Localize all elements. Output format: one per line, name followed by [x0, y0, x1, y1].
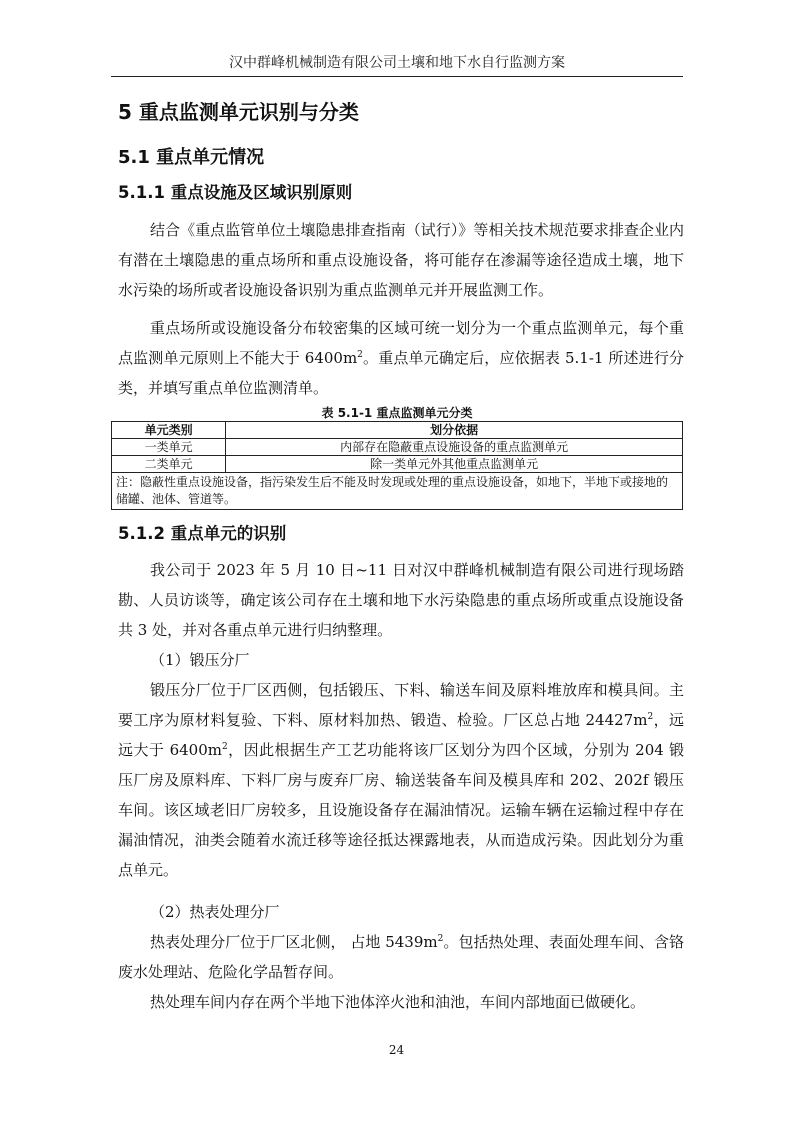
table-header-cell: 单元类别	[112, 422, 226, 439]
superscript: 2	[357, 350, 363, 360]
paragraph-survey: 我公司于 2023 年 5 月 10 日~11 日对汉中群峰机械制造有限公司进行现场踏勘、人员访谈等，确定该公司存在土壤和地下水污染隐患的重点场所或重点设施设备共 3 处，并对各重点单元进行归纳整理。	[118, 561, 684, 639]
paragraph-forging-part2: ，远远大于 6400m	[118, 711, 684, 759]
paragraph-principle: 结合《重点监管单位土壤隐患排查指南（试行）》等相关技术规范要求排查企业内有潜在土壤隐患的重点场所和重点设施设备，将可能存在渗漏等途径造成土壤，地下水污染的场所或者设施设备识别为重点监测单元并开展监测工作。	[118, 221, 684, 299]
page-number: 24	[388, 1043, 405, 1057]
table-cell: 内部存在隐蔽重点设施设备的重点监测单元	[226, 439, 683, 456]
superscript: 2	[647, 712, 654, 722]
section-heading-5-1: 5.1 重点单元情况	[118, 147, 265, 168]
subheading-heat-treatment: （2）热表处理分厂	[150, 903, 280, 921]
table-caption: 表 5.1-1 重点监测单元分类	[321, 406, 473, 420]
section-heading-5-1-2: 5.1.2 重点单元的识别	[118, 524, 287, 543]
table-cell: 除一类单元外其他重点监测单元	[226, 456, 683, 473]
table-cell: 一类单元	[112, 439, 226, 456]
subheading-forging: （1）锻压分厂	[150, 651, 250, 669]
paragraph-forging-part1: 锻压分厂位于厂区西侧，包括锻压、下料、输送车间及原料堆放库和模具间。主要工序为原材料复验、下料、原材料加热、锻造、检验。厂区总占地 24427m	[118, 681, 684, 729]
superscript: 2	[221, 742, 228, 752]
table-row	[112, 439, 683, 456]
paragraph-unit-size	[118, 313, 684, 403]
superscript: 2	[437, 934, 444, 944]
paragraph-heat-part1: 热表处理分厂位于厂区北侧， 占地 5439m	[150, 933, 438, 951]
section-heading-5-1-1: 5.1.1 重点设施及区域识别原则	[118, 183, 353, 202]
section-heading-5: 5 重点监测单元识别与分类	[118, 100, 359, 124]
document-header: 汉中群峰机械制造有限公司土壤和地下水自行监测方案	[229, 55, 565, 71]
paragraph-unit-size-part2: 。重点单元确定后，应依据表 5.1-1 所述进行分类，并填写重点单位监测清单。	[118, 349, 684, 397]
paragraph-forging-part3: ，因此根据生产工艺功能将该厂区划分为四个区域，分别为 204 锻压厂房及原料库、下料厂房与废弃厂房、输送装备车间及模具库和 202、202f 锻压车间。该区域老旧厂房较多，且设施设备存在漏油情况。运输车辆在运输过程中存在漏油情况，油类会随着水流迁移等途径抵达裸露地表，从而造成污染。因此划分为重点单元。	[118, 741, 685, 879]
table-cell: 二类单元	[112, 456, 226, 473]
paragraph-forging	[118, 675, 684, 885]
table-note: 注：隐蔽性重点设施设备，指污染发生后不能及时发现或处理的重点设施设备，如地下，半地下或接地的储罐、池体、管道等。	[112, 473, 683, 510]
table-header-row	[112, 422, 683, 439]
paragraph-heat-part2: 。包括热处理、表面处理车间、含铬废水处理站、危险化学品暂存间。	[118, 933, 684, 981]
paragraph-heat-workshop: 热处理车间内存在两个半地下池体淬火池和油池，车间内部地面已做硬化。	[150, 993, 646, 1011]
paragraph-unit-size-part1: 重点场所或设施设备分布较密集的区域可统一划分为一个重点监测单元，每个重点监测单元原则上不能大于 6400m	[118, 319, 684, 367]
paragraph-heat-treatment	[118, 927, 684, 987]
table-row	[112, 456, 683, 473]
classification-table	[111, 421, 683, 510]
header-divider	[111, 76, 683, 77]
table-note-row	[112, 473, 683, 510]
table-header-cell: 划分依据	[226, 422, 683, 439]
